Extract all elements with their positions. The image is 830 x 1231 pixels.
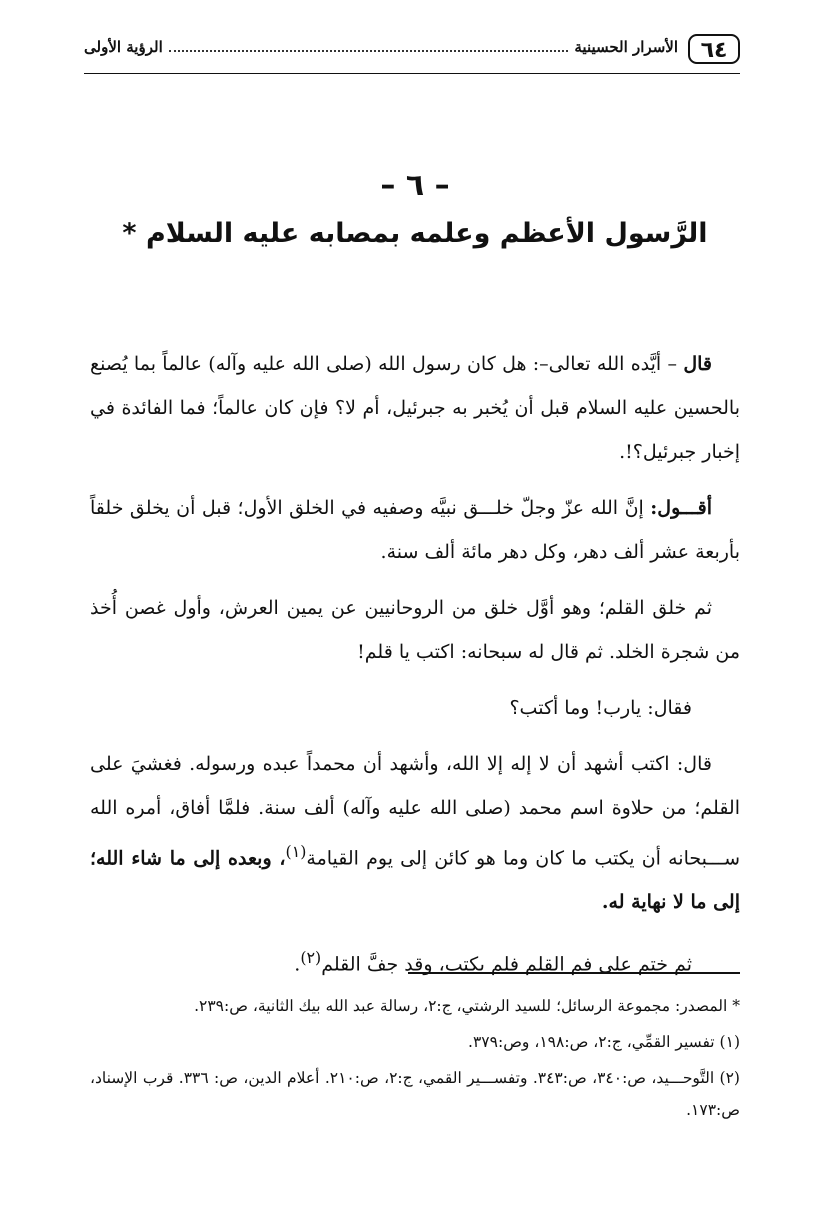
pen-writing-text-end: ، وبعده إلى ما شاء الله؛ إلى ما لا نهاية له. [90, 847, 740, 914]
pen-creation-paragraph: ثم خلق القلم؛ وهو أوَّل خلق من الروحانيين عن يمين العرش، وأول غصن أُخذ من شجرة الخلد. ثم قال له سبحانه: اكتب يا قلم! [90, 597, 740, 663]
pen-sealed-paragraph [90, 936, 740, 986]
footnote-ref-2: (٢) [300, 948, 322, 968]
header-rule [84, 73, 740, 74]
header-dot-leader [169, 38, 569, 52]
running-title: الأسرار الحسينية [574, 38, 678, 56]
page-number-box: ٦٤ [688, 34, 740, 64]
footnote-2: (٢) التَّوحـــيد، ص:٣٤٠، ص:٣٤٣. وتفســـير القمي، ج:٢، ص:٢١٠. أعلام الدين، ص: ٣٣٦. قرب الإسناد، ص:١٧٣. [90, 1069, 740, 1119]
page-header [84, 34, 740, 68]
answer-lead: أقـــول: [650, 497, 712, 519]
footnote-separator [408, 972, 740, 974]
pen-sealed-end: . [294, 953, 301, 976]
footnote-ref-1: (١) [285, 842, 307, 861]
chapter-title: الرَّسول الأعظم وعلمه بمصابه عليه السلام * [122, 218, 708, 249]
book-section: الرؤية الأولى [84, 38, 163, 56]
footnote-1: (١) تفسير القمِّي، ج:٢، ص:١٩٨، وص:٣٧٩. [468, 1033, 740, 1051]
pen-question-paragraph: فقال: يارب! وما أكتب؟ [509, 697, 692, 719]
pen-writing-paragraph [90, 742, 740, 924]
pen-writing-text: قال: اكتب أشهد أن لا إله إلا الله، وأشهد أن محمداً عبده ورسوله. فغشيَ على القلم؛ من حلاوة اسم محمد (صلى الله عليه وآله) ألف سنة. فلمَّا أفاق، أمره الله ســـبحانه أن يكتب ما كان وما هو كائن إلى يوم القيامة [90, 753, 740, 870]
question-text: – أيَّده الله تعالى–: هل كان رسول الله (صلى الله عليه وآله) عالماً بما يُصنع بالحسين عليه السلام قبل أن يُخبر به جبرئيل، أم لا؟ فإن كان عالماً؛ فما الفائدة في إخبار جبرئيل؟!. [90, 353, 740, 463]
question-paragraph [90, 342, 740, 474]
running-header [84, 38, 678, 56]
answer-paragraph [90, 486, 740, 574]
question-lead: قال [683, 353, 712, 375]
chapter-number: – ٦ – [380, 168, 450, 203]
footnotes [90, 990, 740, 1130]
main-text [90, 342, 740, 999]
answer-text: إنَّ الله عزّ وجلّ خلـــق نبيَّه وصفيه في الخلق الأول؛ قبل أن يخلق خلقاً بأربعة عشر ألف دهر، وكل دهر مائة ألف سنة. [90, 497, 740, 563]
pen-sealed-text: ثم ختم على فم القلم فلم يكتب، وقد جفَّ القلم [321, 953, 692, 976]
footnote-source: * المصدر: مجموعة الرسائل؛ للسيد الرشتي، ج:٢، رسالة عبد الله بيك الثانية، ص:٢٣٩. [194, 997, 740, 1015]
